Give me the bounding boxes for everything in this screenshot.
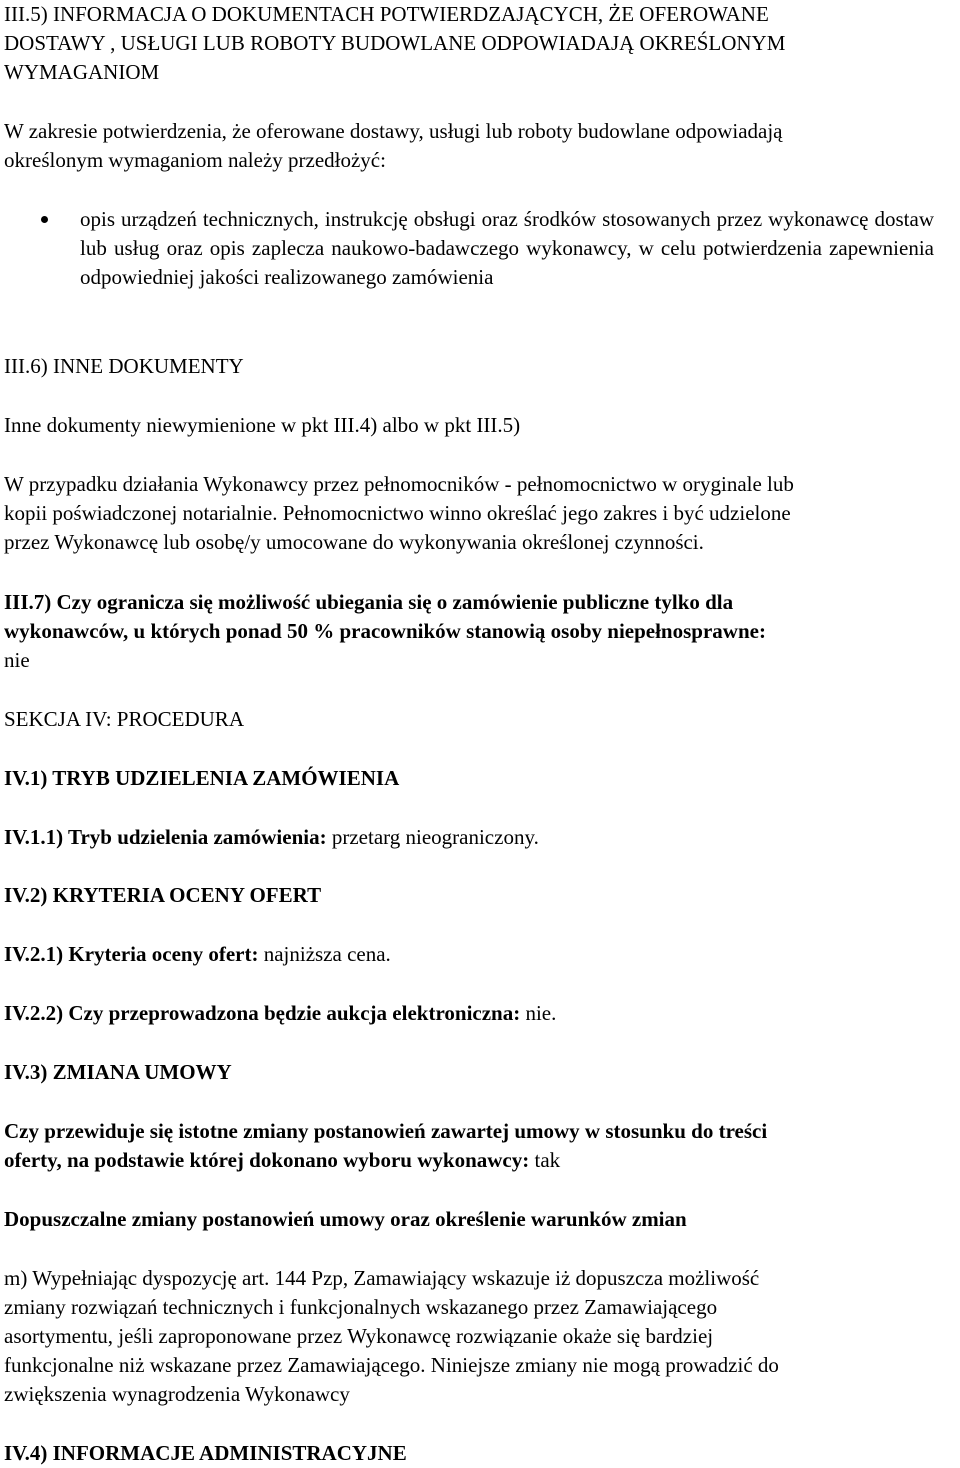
section-iv21-question: IV.2.1) Kryteria oceny ofert: (4, 942, 259, 966)
bullet-list-item (4, 205, 934, 292)
section-iv2-heading (4, 881, 321, 910)
section-iii7-answer: nie (4, 648, 30, 672)
section-iii7-question: III.7) Czy ogranicza się możliwość ubiegania się o zamówienie publiczne tylko dla wykonawców, u których ponad 50 % pracowników stanowią osoby niepełnosprawne: (4, 590, 766, 643)
section-iv11 (4, 823, 539, 852)
section-iv3-heading-text: IV.3) ZMIANA UMOWY (4, 1060, 232, 1084)
section-iii5-heading: III.5) INFORMACJA O DOKUMENTACH POTWIERDZAJĄCYCH, ŻE OFEROWANE DOSTAWY , USŁUGI LUB ROBOTY BUDOWLANE ODPOWIADAJĄ OKREŚLONYM WYMAGANIOM (4, 2, 786, 84)
sekcja-iv-title: SEKCJA IV: PROCEDURA (4, 707, 244, 731)
section-iv4-heading-text: IV.4) INFORMACJE ADMINISTRACYJNE (4, 1441, 407, 1465)
bullet-dot-icon (41, 216, 48, 223)
section-iv3-question: Czy przewiduje się istotne zmiany postanowień zawartej umowy w stosunku do treści oferty, na podstawie której dokonano wyboru wykonawcy: (4, 1119, 768, 1172)
section-iii5-intro: W zakresie potwierdzenia, że oferowane dostawy, usługi lub roboty budowlane odpowiadają określonym wymaganiom należy przedłożyć: (4, 119, 783, 172)
section-iv21-answer: najniższa cena. (258, 942, 391, 966)
section-iv1-heading (4, 764, 399, 793)
section-iii6-heading: III.6) INNE DOKUMENTY (4, 354, 244, 378)
section-iv22-answer: nie. (520, 1001, 557, 1025)
section-iv4-heading (4, 1439, 407, 1468)
section-iv3-question-block (4, 1117, 767, 1175)
section-iv2-heading-text: IV.2) KRYTERIA OCENY OFERT (4, 883, 322, 907)
section-iii6-paragraph: W przypadku działania Wykonawcy przez pełnomocników - pełnomocnictwo w oryginale lub kopii poświadczonej notarialnie. Pełnomocnictwo winno określać jego zakres i być udzielone przez Wykonawcę lub osobę/y umocowane do wykonywania określonej czynności. (4, 472, 794, 554)
section-iv3-subheading-text: Dopuszczalne zmiany postanowień umowy oraz określenie warunków zmian (4, 1207, 687, 1231)
section-iii6-line: Inne dokumenty niewymienione w pkt III.4) albo w pkt III.5) (4, 413, 521, 437)
section-iv11-answer: przetarg nieograniczony. (326, 825, 539, 849)
section-iv3-paragraph-m: m) Wypełniając dyspozycję art. 144 Pzp, Zamawiający wskazuje iż dopuszcza możliwość zmiany rozwiązań technicznych i funkcjonalnych wskazanego przez Zamawiającego asortymentu, jeśli zaproponowane przez Wykonawcę rozwiązanie okaże się bardziej funkcjonalne niż wskazane przez Zamawiającego. Niniejsze zmiany nie mogą prowadzić do zwiększenia wynagrodzenia Wykonawcy (4, 1266, 779, 1406)
section-iv21 (4, 940, 391, 969)
section-iv11-question: IV.1.1) Tryb udzielenia zamówienia: (4, 825, 327, 849)
section-iv1-heading-text: IV.1) TRYB UDZIELENIA ZAMÓWIENIA (4, 766, 400, 790)
section-iii7 (4, 588, 766, 675)
section-iv22 (4, 999, 556, 1028)
section-iv22-question: IV.2.2) Czy przeprowadzona będzie aukcja elektroniczna: (4, 1001, 521, 1025)
section-iv3-answer: tak (529, 1148, 561, 1172)
section-iv3-heading (4, 1058, 232, 1087)
section-iv3-subheading (4, 1205, 687, 1234)
bullet-text: opis urządzeń technicznych, instrukcję obsługi oraz środków stosowanych przez wykonawcę dostaw lub usług oraz opis zaplecza naukowo-badawczego wykonawcy, w celu potwierdzenia zapewnienia odpowiedniej jakości realizowanego zamówienia (80, 207, 934, 289)
